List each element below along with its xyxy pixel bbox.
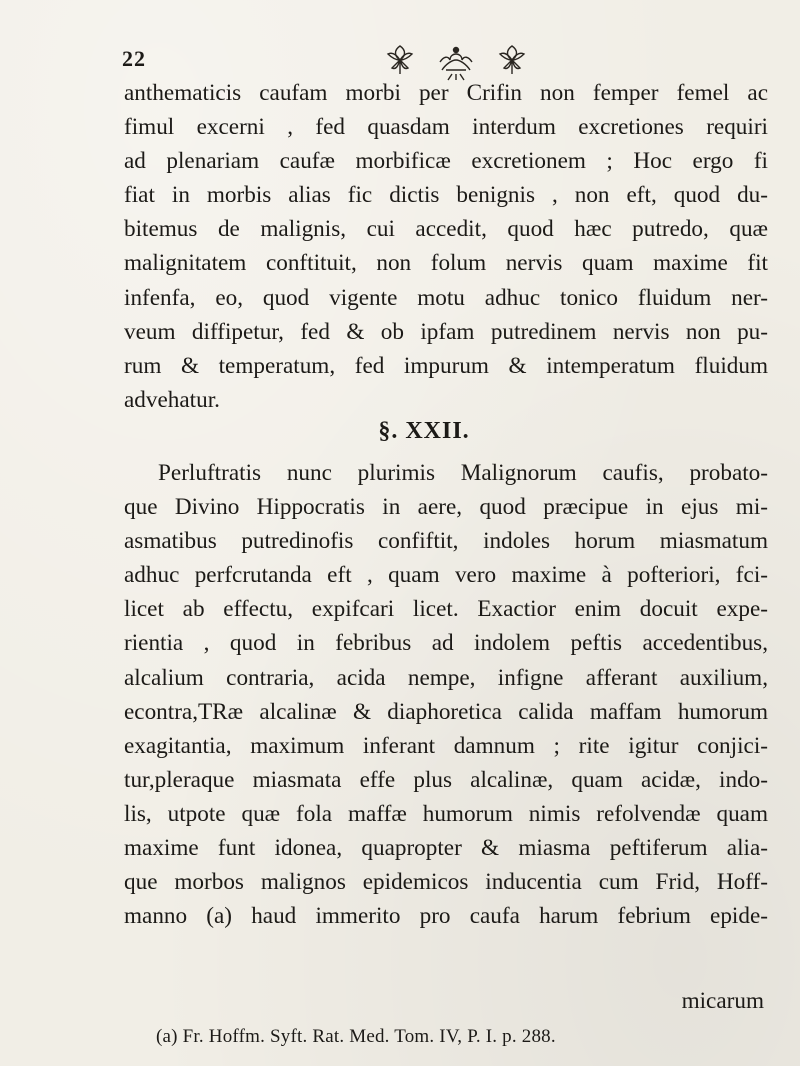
text-line: exagitantia, maximum inferant damnum ; rite igitur conjici- <box>124 732 768 759</box>
text-line: rientia , quod in febribus ad indolem peftis accedentibus, <box>124 630 768 657</box>
text-line: asmatibus putredinofis confiftit, indoles horum miasmatum <box>124 528 768 555</box>
text-line: veum diffipetur, fed & ob ipfam putredinem nervis non pu- <box>124 318 768 345</box>
text-line: fiat in morbis alias fic dictis benignis , non eft, quod du- <box>124 182 768 209</box>
text-line: que Divino Hippocratis in aere, quod præcipue in ejus mi- <box>124 494 768 521</box>
text-line: fimul excerni , fed quasdam interdum excretiones requiri <box>124 114 768 141</box>
page-number: 22 <box>122 46 146 71</box>
text-line: anthematicis caufam morbi per Crifin non femper femel ac <box>124 80 768 106</box>
text-line: lis, utpote quæ fola maffæ humorum nimis refolvendæ quam <box>124 800 768 827</box>
text-line: Perluftratis nunc plurimis Malignorum caufis, probato- <box>158 460 768 486</box>
section-heading: §. XXII. <box>378 418 470 444</box>
text-line: ad plenariam caufæ morbificæ excretionem ; Hoc ergo fi <box>124 148 768 175</box>
paragraph-2 <box>124 456 768 933</box>
paragraph-1 <box>124 76 768 417</box>
text-line: maxime funt idonea, quapropter & miasma peftiferum alia- <box>124 835 768 862</box>
text-line: adhuc perfcrutanda eft , quam vero maxime à pofteriori, fci- <box>124 562 768 589</box>
text-line: alcalium contraria, acida nempe, infigne afferant auxilium, <box>124 664 768 691</box>
text-line: manno (a) haud immerito pro caufa harum febrium epide- <box>124 903 768 930</box>
text-line: econtra,TRæ alcalinæ & diaphoretica calida maffam humorum <box>124 698 768 725</box>
text-line: tur,pleraque miasmata effe plus alcalinæ, quam acidæ, indo- <box>124 766 768 793</box>
text-line: malignitatem conftituit, non folum nervis quam maxime fit <box>124 250 768 277</box>
catchword: micarum <box>681 988 764 1014</box>
text-line: advehatur. <box>124 386 220 413</box>
text-line: bitemus de malignis, cui accedit, quod hæc putredo, quæ <box>124 216 768 243</box>
footnote: (a) Fr. Hoffm. Syft. Rat. Med. Tom. IV, P. I. p. 288. <box>156 1026 556 1047</box>
text-line: rum & temperatum, fed impurum & intemperatum fluidum <box>124 352 768 379</box>
text-line: licet ab effectu, expifcari licet. Exactior enim docuit expe- <box>124 596 768 623</box>
text-line: que morbos malignos epidemicos inducentia cum Frid, Hoff- <box>124 869 768 896</box>
text-line: infenfa, eo, quod vigente motu adhuc tonico fluidum ner- <box>124 284 768 311</box>
